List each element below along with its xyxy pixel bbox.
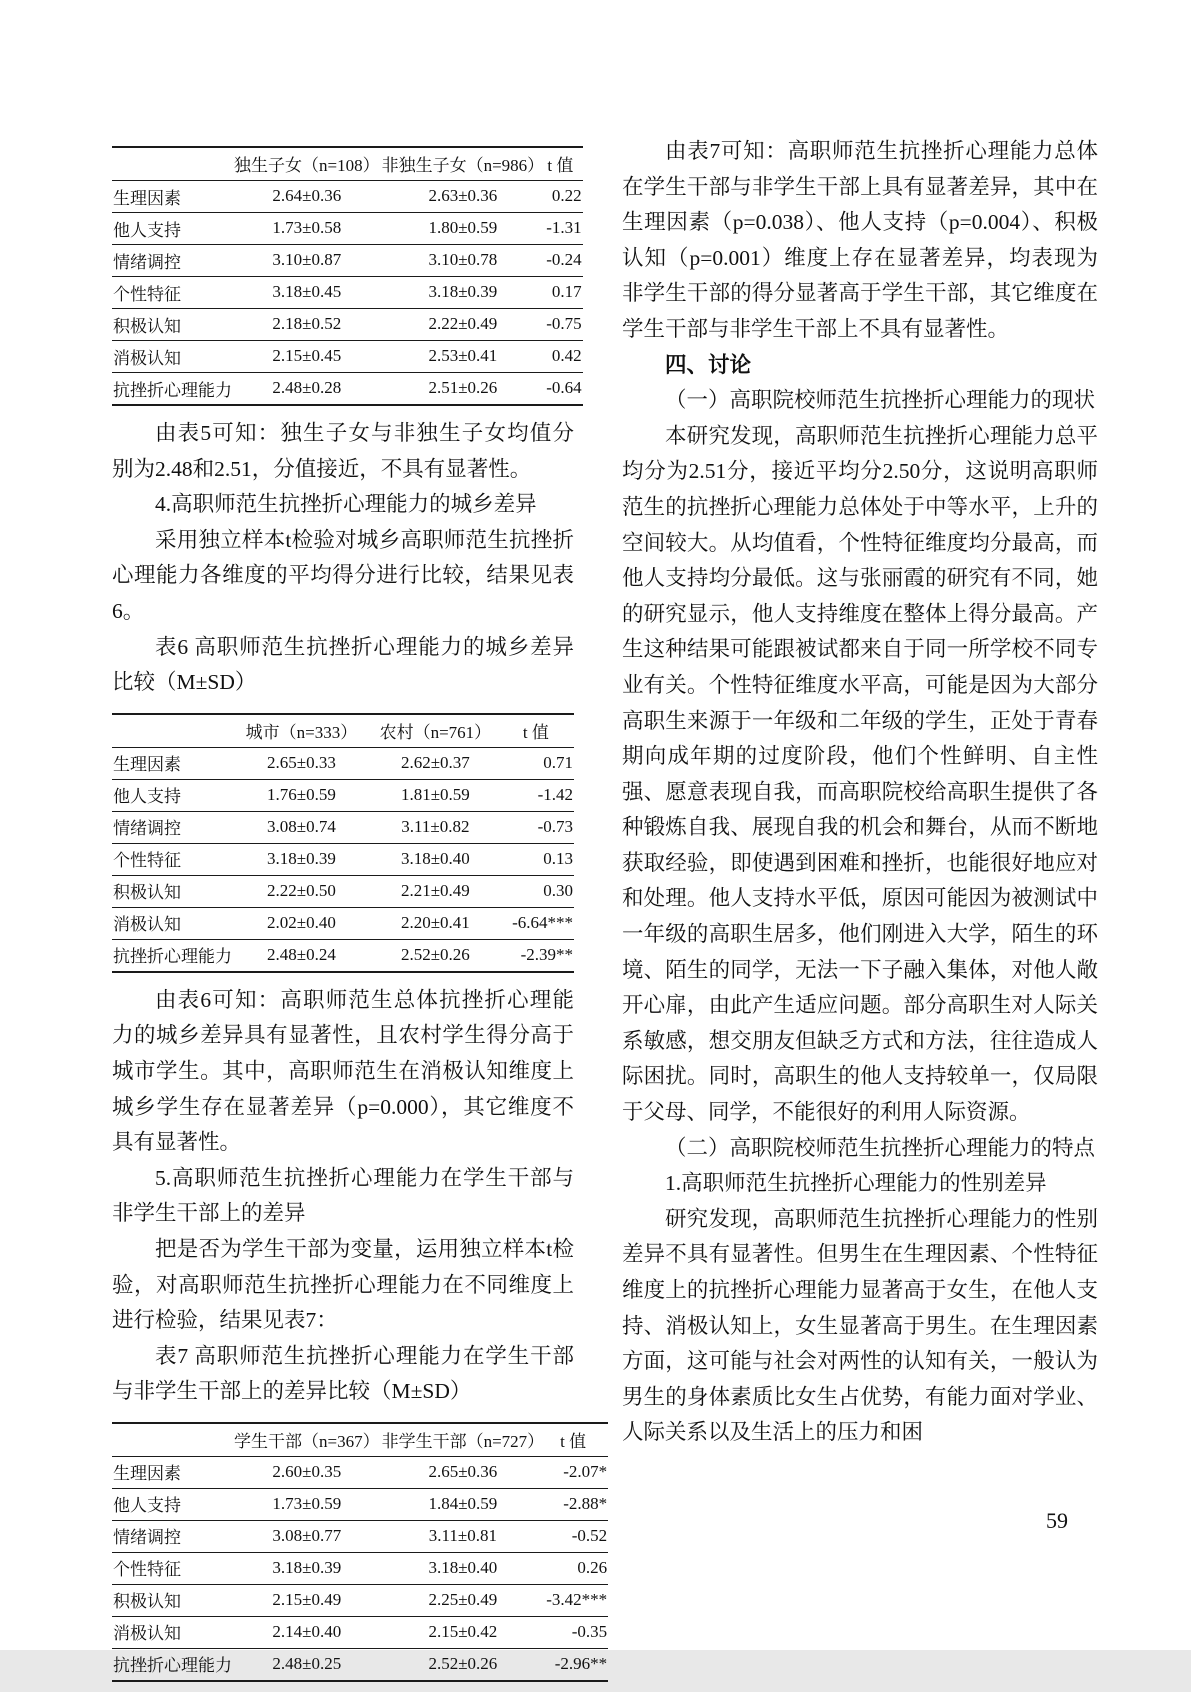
- table7-cadre-comparison: [112, 1422, 608, 1682]
- table5-only-child-comparison: [112, 146, 583, 406]
- table-cell: 2.62±0.37: [366, 747, 505, 779]
- table-cell: 2.51±0.26: [381, 373, 546, 406]
- table-header-cell: 非独生子女（n=986）: [381, 147, 546, 181]
- table6-body: [112, 747, 574, 972]
- heading-section-4: 4.高职师范生抗挫折心理能力的城乡差异: [155, 492, 537, 517]
- table-cell: 他人支持: [112, 213, 233, 245]
- para-table7-result: 由表7可知：高职师范生抗挫折心理能力总体在学生干部与非学生干部上具有显著差异，其中在生理因素（p=0.038）、他人支持（p=0.004）、积极认知（p=0.001）维度上存在显著差异，均表现为非学生干部的得分显著高于学生干部，其它维度在学生干部与非学生干部上不具有显著性。: [622, 139, 1098, 341]
- table-cell: 3.18±0.40: [366, 843, 505, 875]
- table-header-row: [112, 147, 583, 181]
- table-cell: 2.65±0.36: [381, 1456, 546, 1488]
- table-cell: 0.22: [545, 181, 582, 213]
- para-gender-difference: 研究发现，高职师范生抗挫折心理能力的性别差异不具有显著性。但男生在生理因素、个性特征维度上的抗挫折心理能力显著高于女生，在他人支持、消极认知上，女生显著高于男生。在生理因素方面，这可能与社会对两性的认知有关，一般认为男生的身体素质比女生占优势，有能力面对学业、人际关系以及生活上的压力和困: [622, 1206, 1098, 1445]
- table-cell: 个性特征: [112, 1552, 233, 1584]
- table-row: [112, 341, 583, 373]
- table-header-cell: t 值: [545, 1423, 608, 1457]
- table-cell: -0.24: [545, 245, 582, 277]
- table-row: [112, 875, 574, 907]
- table-row: [112, 1616, 608, 1648]
- table-cell: 3.18±0.39: [233, 1552, 381, 1584]
- right-column: [622, 134, 1098, 1692]
- table7-header: [112, 1423, 608, 1457]
- table5-header: [112, 147, 583, 181]
- table-cell: 2.53±0.41: [381, 341, 546, 373]
- para-table6-result: 由表6可知：高职师范生总体抗挫折心理能力的城乡差异具有显著性，且农村学生得分高于城市学生。其中，高职师范生在消极认知维度上城乡学生存在显著差异（p=0.000），其它维度不具有显著性。: [112, 987, 574, 1155]
- table-row: [112, 747, 574, 779]
- heading-subsection-2-1: 1.高职师范生抗挫折心理能力的性别差异: [665, 1171, 1047, 1196]
- table-cell: 2.02±0.40: [237, 907, 366, 939]
- table-cell: 1.80±0.59: [381, 213, 546, 245]
- table-row: [112, 779, 574, 811]
- table-cell: 生理因素: [112, 747, 237, 779]
- table-header-row: [112, 714, 574, 748]
- table-cell: 他人支持: [112, 1488, 233, 1520]
- table-cell: 消极认知: [112, 341, 233, 373]
- table-cell: 2.22±0.50: [237, 875, 366, 907]
- table-cell: 情绪调控: [112, 811, 237, 843]
- table-row: [112, 277, 583, 309]
- table-cell: 2.48±0.28: [233, 373, 381, 406]
- heading-discussion: 四、讨论: [665, 352, 752, 377]
- table-cell: -0.64: [545, 373, 582, 406]
- table6-header: [112, 714, 574, 748]
- table-cell: 3.10±0.87: [233, 245, 381, 277]
- table-cell: 2.60±0.35: [233, 1456, 381, 1488]
- table-cell: 3.10±0.78: [381, 245, 546, 277]
- table-row: [112, 1648, 608, 1681]
- table-header-cell: [112, 147, 233, 181]
- table-cell: 生理因素: [112, 1456, 233, 1488]
- table-cell: 1.73±0.58: [233, 213, 381, 245]
- table-row: [112, 213, 583, 245]
- table-cell: 抗挫折心理能力: [112, 939, 237, 972]
- table-cell: 抗挫折心理能力: [112, 1648, 233, 1681]
- table-row: [112, 811, 574, 843]
- table-row: [112, 373, 583, 406]
- table-cell: 个性特征: [112, 843, 237, 875]
- table-cell: 2.64±0.36: [233, 181, 381, 213]
- table-cell: 3.08±0.77: [233, 1520, 381, 1552]
- table-cell: 3.08±0.74: [237, 811, 366, 843]
- table-cell: -6.64***: [505, 907, 574, 939]
- para-table5-result: 由表5可知：独生子女与非独生子女均值分别为2.48和2.51，分值接近，不具有显著性。: [112, 421, 574, 481]
- table-cell: 3.11±0.81: [381, 1520, 546, 1552]
- table-row: [112, 245, 583, 277]
- table-cell: -3.42***: [545, 1584, 608, 1616]
- table-row: [112, 1456, 608, 1488]
- table-cell: 2.15±0.49: [233, 1584, 381, 1616]
- table-row: [112, 309, 583, 341]
- table-cell: 0.13: [505, 843, 574, 875]
- table-cell: -2.07*: [545, 1456, 608, 1488]
- table-cell: 情绪调控: [112, 245, 233, 277]
- table-cell: 3.18±0.40: [381, 1552, 546, 1584]
- table-cell: 2.63±0.36: [381, 181, 546, 213]
- table-cell: 2.15±0.42: [381, 1616, 546, 1648]
- table-cell: 2.20±0.41: [366, 907, 505, 939]
- table-cell: 0.71: [505, 747, 574, 779]
- table-cell: 消极认知: [112, 1616, 233, 1648]
- table-header-cell: 农村（n=761）: [366, 714, 505, 748]
- table-header-cell: 独生子女（n=108）: [233, 147, 381, 181]
- table-cell: 0.26: [545, 1552, 608, 1584]
- table-cell: 2.52±0.26: [381, 1648, 546, 1681]
- table6-caption: 表6 高职师范生抗挫折心理能力的城乡差异比较（M±SD）: [112, 634, 574, 695]
- table-cell: 0.17: [545, 277, 582, 309]
- page-number: 59: [1046, 1508, 1068, 1533]
- table-row: [112, 1584, 608, 1616]
- table-cell: 3.18±0.45: [233, 277, 381, 309]
- table-cell: 2.22±0.49: [381, 309, 546, 341]
- table-cell: 1.76±0.59: [237, 779, 366, 811]
- table-cell: 消极认知: [112, 907, 237, 939]
- table7-body: [112, 1456, 608, 1681]
- table-cell: 积极认知: [112, 1584, 233, 1616]
- table-header-row: [112, 1423, 608, 1457]
- table-cell: 1.81±0.59: [366, 779, 505, 811]
- table-cell: 2.48±0.24: [237, 939, 366, 972]
- table-cell: 3.18±0.39: [381, 277, 546, 309]
- table-cell: 情绪调控: [112, 1520, 233, 1552]
- para-method-table7: 把是否为学生干部为变量，运用独立样本t检验，对高职师范生抗挫折心理能力在不同维度上进行检验，结果见表7：: [112, 1236, 574, 1333]
- para-method-table6: 采用独立样本t检验对城乡高职师范生抗挫折心理能力各维度的平均得分进行比较，结果见表6。: [112, 527, 574, 623]
- table-cell: 2.15±0.45: [233, 341, 381, 373]
- table-row: [112, 181, 583, 213]
- table-cell: 2.52±0.26: [366, 939, 505, 972]
- table-cell: 0.42: [545, 341, 582, 373]
- table-cell: 个性特征: [112, 277, 233, 309]
- table-cell: 2.25±0.49: [381, 1584, 546, 1616]
- table-cell: 抗挫折心理能力: [112, 373, 233, 406]
- table-cell: 2.21±0.49: [366, 875, 505, 907]
- table-cell: 0.30: [505, 875, 574, 907]
- table-cell: -1.42: [505, 779, 574, 811]
- table-row: [112, 939, 574, 972]
- table-cell: -1.31: [545, 213, 582, 245]
- table-row: [112, 1552, 608, 1584]
- table-cell: 积极认知: [112, 875, 237, 907]
- table-cell: -0.75: [545, 309, 582, 341]
- table-header-cell: 非学生干部（n=727）: [381, 1423, 546, 1457]
- table-cell: -2.96**: [545, 1648, 608, 1681]
- table-cell: 生理因素: [112, 181, 233, 213]
- table-row: [112, 1488, 608, 1520]
- table-cell: 1.73±0.59: [233, 1488, 381, 1520]
- left-column: [112, 134, 608, 1692]
- heading-subsection-2: （二）高职院校师范生抗挫折心理能力的特点: [665, 1135, 1096, 1160]
- para-status-discussion: 本研究发现，高职师范生抗挫折心理能力总平均分为2.51分，接近平均分2.50分，这说明高职师范生的抗挫折心理能力总体处于中等水平，上升的空间较大。从均值看，个性特征维度均分最高，而他人支持均分最低。这与张丽霞的研究有不同，她的研究显示，他人支持维度在整体上得分最高。产生这种结果可能跟被试都来自于同一所学校不同专业有关。个性特征维度水平高，可能是因为大部分高职生来源于一年级和二年级的学生，正处于青春期向成年期的过度阶段，他们个性鲜明、自主性强、愿意表现自我，而高职院校给高职生提供了各种锻炼自我、展现自我的机会和舞台，从而不断地获取经验，即使遇到困难和挫折，也能很好地应对和处理。他人支持水平低，原因可能因为被测试中一年级的高职生居多，他们刚进入大学，陌生的环境、陌生的同学，无法一下子融入集体，对他人敞开心扉，由此产生适应问题。部分高职生对人际关系敏感，想交朋友但缺乏方式和方法，往往造成人际困扰。同时，高职生的他人支持较单一，仅局限于父母、同学，不能很好的利用人际资源。: [622, 423, 1098, 1125]
- table-cell: -2.39**: [505, 939, 574, 972]
- table-header-cell: t 值: [545, 147, 582, 181]
- table-row: [112, 1520, 608, 1552]
- table-row: [112, 843, 574, 875]
- table-cell: 积极认知: [112, 309, 233, 341]
- table-header-cell: 城市（n=333）: [237, 714, 366, 748]
- table-row: [112, 907, 574, 939]
- table-header-cell: t 值: [505, 714, 574, 748]
- table-cell: 2.48±0.25: [233, 1648, 381, 1681]
- table-header-cell: [112, 714, 237, 748]
- table-cell: 2.14±0.40: [233, 1616, 381, 1648]
- table-cell: 他人支持: [112, 779, 237, 811]
- table-cell: -0.52: [545, 1520, 608, 1552]
- table-cell: -0.73: [505, 811, 574, 843]
- table-cell: 2.65±0.33: [237, 747, 366, 779]
- two-column-layout: [112, 134, 1098, 1692]
- heading-subsection-1: （一）高职院校师范生抗挫折心理能力的现状: [665, 388, 1096, 413]
- heading-section-5: 5.高职师范生抗挫折心理能力在学生干部与非学生干部上的差异: [112, 1165, 574, 1226]
- table-cell: -0.35: [545, 1616, 608, 1648]
- table5-body: [112, 181, 583, 406]
- table-cell: 2.18±0.52: [233, 309, 381, 341]
- table-cell: 3.11±0.82: [366, 811, 505, 843]
- table7-caption: 表7 高职师范生抗挫折心理能力在学生干部与非学生干部上的差异比较（M±SD）: [112, 1343, 574, 1404]
- table-header-cell: [112, 1423, 233, 1457]
- table-cell: -2.88*: [545, 1488, 608, 1520]
- table-header-cell: 学生干部（n=367）: [233, 1423, 381, 1457]
- table6-urban-rural-comparison: [112, 713, 574, 973]
- table-cell: 3.18±0.39: [237, 843, 366, 875]
- table-cell: 1.84±0.59: [381, 1488, 546, 1520]
